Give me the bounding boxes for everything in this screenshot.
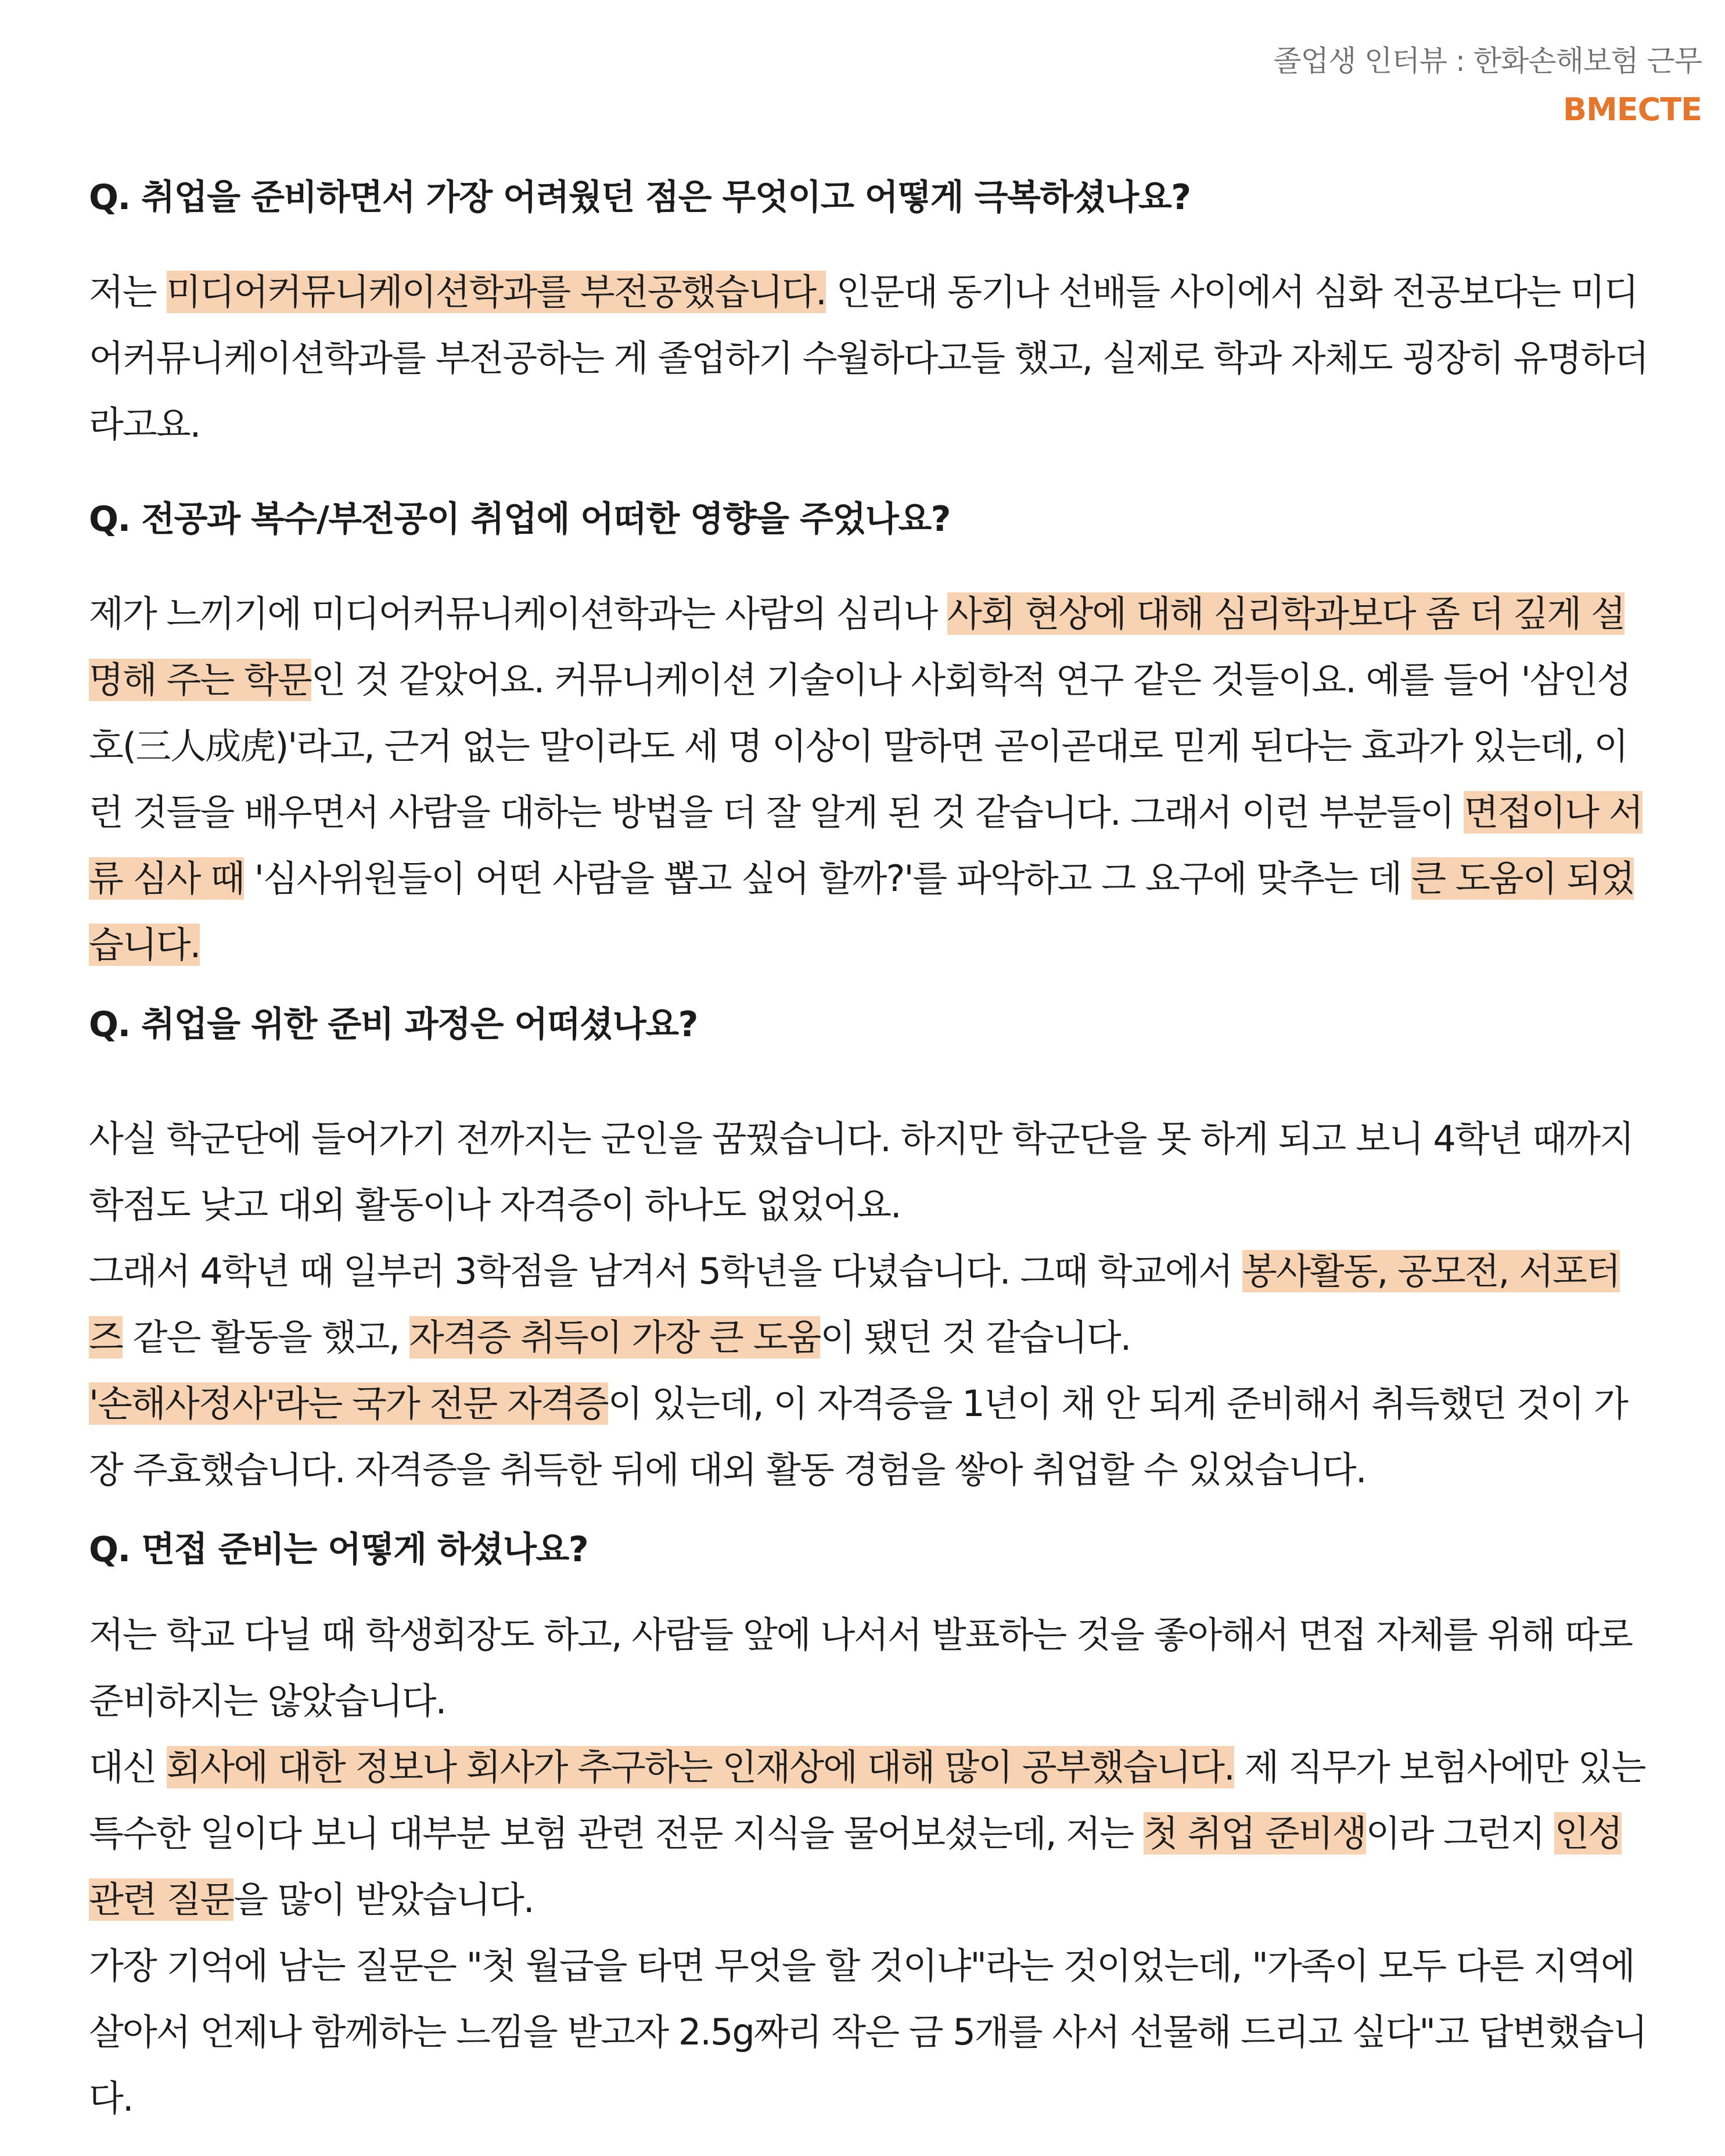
answer-text: 을 많이 받았습니다. — [233, 1878, 534, 1921]
answer-paragraph — [89, 1933, 1651, 2132]
interview-content — [89, 168, 1651, 2132]
answer-text: 제 직무가 보험사에만 있는 특수한 일이다 보니 대부분 보험 관련 전문 지식을 물어보셨는데, 저는 — [89, 1746, 1645, 1855]
highlighted-text: '손해사정사'라는 국가 전문 자격증 — [89, 1382, 608, 1425]
question-heading: Q. 면접 준비는 어떻게 하셨나요? — [89, 1529, 588, 1570]
answer-block — [89, 1602, 1651, 2132]
highlighted-text: 자격증 취득이 가장 큰 도움 — [409, 1316, 821, 1359]
answer-text: '심사위원들이 어떤 사람을 뽑고 싶어 할까?'를 파악하고 그 요구에 맞추는 데 — [243, 857, 1412, 900]
answer-block — [89, 1106, 1651, 1503]
answer-block — [89, 581, 1651, 978]
answer-paragraph — [89, 259, 1651, 458]
question-heading: Q. 취업을 준비하면서 가장 어려웠던 점은 무엇이고 어떻게 극복하셨나요? — [89, 177, 1191, 218]
answer-text: 사실 학군단에 들어가기 전까지는 군인을 꿈꿨습니다. 하지만 학군단을 못 하게 되고 보니 4학년 때까지 학점도 낮고 대외 활동이나 자격증이 하나도 없었어요. — [89, 1117, 1633, 1226]
highlighted-text: 사회 현상에 대해 심리학과보다 좀 더 깊게 설명해 주는 학문 — [89, 592, 1625, 701]
answer-paragraph — [89, 1106, 1651, 1238]
answer-text: 같은 활동을 했고, — [122, 1316, 409, 1359]
question-heading: Q. 취업을 위한 준비 과정은 어떠셨나요? — [89, 1004, 698, 1045]
answer-text: 이 됐던 것 같습니다. — [820, 1316, 1131, 1359]
highlighted-text: 인성 관련 질문 — [89, 1812, 1622, 1921]
highlighted-text: 첫 취업 준비생 — [1143, 1812, 1366, 1855]
answer-paragraph — [89, 581, 1651, 978]
answer-text: 저는 — [89, 271, 167, 313]
header-subtitle: 졸업생 인터뷰 : 한화손해보험 근무 — [1273, 44, 1702, 78]
highlighted-text: 미디어커뮤니케이션학과를 부전공했습니다. — [166, 271, 826, 313]
answer-text: 인문대 동기나 선배들 사이에서 심화 전공보다는 미디어커뮤니케이션학과를 부전공하는 게 졸업하기 수월하다고들 했고, 실제로 학과 자체도 굉장히 유명하더라고요. — [89, 271, 1648, 445]
answer-text: 이 있는데, 이 자격증을 1년이 채 안 되게 준비해서 취득했던 것이 가장 주효했습니다. 자격증을 취득한 뒤에 대외 활동 경험을 쌓아 취업할 수 있었습니다. — [89, 1382, 1627, 1491]
brand-logo-text: BMECTE — [1562, 91, 1702, 128]
answer-paragraph — [89, 1602, 1651, 1734]
answer-paragraph — [89, 1371, 1651, 1503]
highlighted-text: 회사에 대한 정보나 회사가 추구하는 인재상에 대해 많이 공부했습니다. — [166, 1746, 1234, 1788]
answer-text: 가장 기억에 남는 질문은 "첫 월급을 타면 무엇을 할 것이냐"라는 것이었는데, "가족이 모두 다른 지역에 살아서 언제나 함께하는 느낌을 받고자 2.5g짜리 작은 금 5개를 사서 선물해 드리고 싶다"고 답변했습니다. — [89, 1945, 1647, 2119]
question-heading: Q. 전공과 복수/부전공이 취업에 어떠한 영향을 주었나요? — [89, 499, 950, 540]
page-header — [1273, 41, 1702, 130]
highlighted-text: 면접이나 서류 심사 때 — [89, 791, 1643, 900]
answer-block — [89, 259, 1651, 458]
highlighted-text: 봉사활동, 공모전, 서포터즈 — [89, 1250, 1620, 1359]
answer-text: 대신 — [89, 1746, 167, 1788]
answer-paragraph — [89, 1734, 1651, 1933]
answer-text: 이라 그런지 — [1365, 1812, 1555, 1855]
answer-paragraph — [89, 1238, 1651, 1371]
answer-text: 그래서 4학년 때 일부러 3학점을 남겨서 5학년을 다녔습니다. 그때 학교에서 — [89, 1250, 1242, 1292]
answer-text: 저는 학교 다닐 때 학생회장도 하고, 사람들 앞에 나서서 발표하는 것을 좋아해서 면접 자체를 위해 따로 준비하지는 않았습니다. — [89, 1614, 1632, 1722]
highlighted-text: 큰 도움이 되었습니다. — [89, 857, 1634, 966]
answer-text: 제가 느끼기에 미디어커뮤니케이션학과는 사람의 심리나 — [89, 592, 947, 635]
answer-text: 인 것 같았어요. 커뮤니케이션 기술이나 사회학적 연구 같은 것들이요. 예를 들어 '삼인성호(三人成虎)'라고, 근거 없는 말이라도 세 명 이상이 말하면 곧이곧대로 믿게 된다는 효과가 있는데, 이런 것들을 배우면서 사람을 대하는 방법을 더 잘 알게 된 것 같습니다. 그래서 이런 부분들이 — [89, 659, 1631, 833]
